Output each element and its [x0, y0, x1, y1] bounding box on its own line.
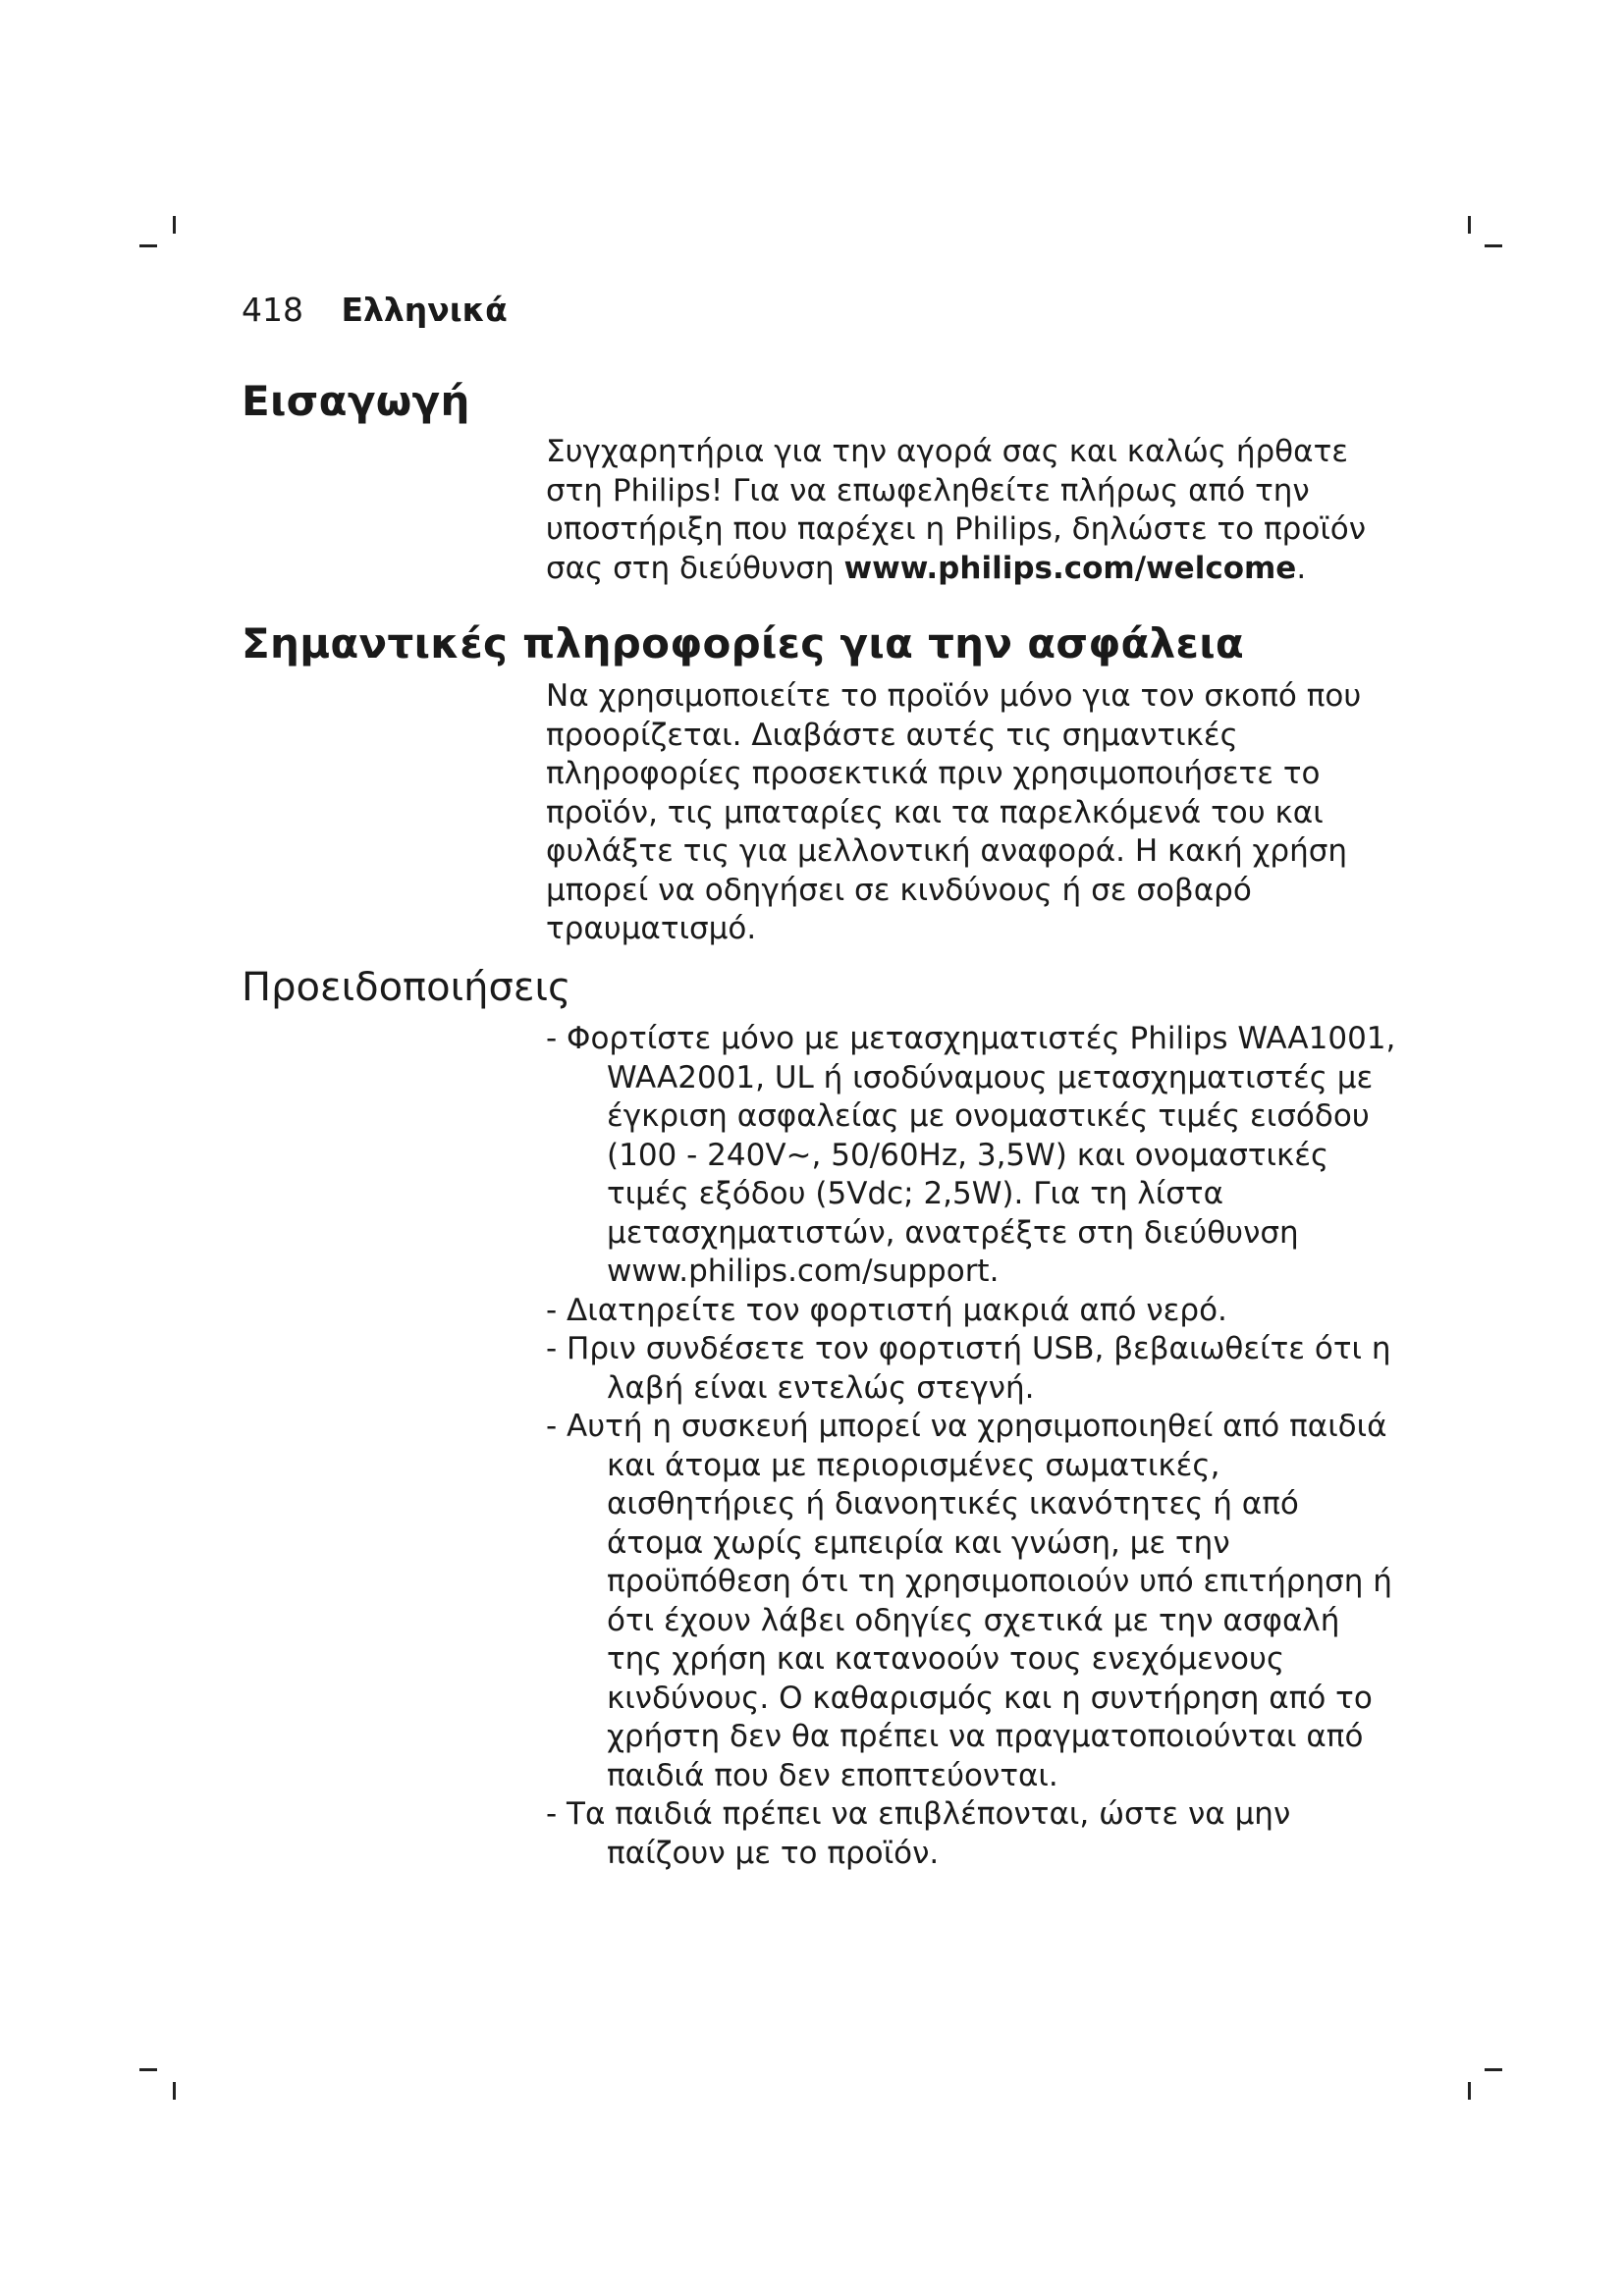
intro-text-end: . [1296, 550, 1307, 586]
crop-mark-top-right-h [1485, 244, 1502, 247]
warning-item: - Διατηρείτε τον φορτιστή μακριά από νερό. [546, 1292, 1227, 1328]
crop-mark-top-left-v [173, 216, 176, 234]
warning-item: - Αυτή η συσκευή μπορεί να χρησιμοποιηθεί από παιδιά και άτομα με περιορισμένες σωματικές, αισθητήριες ή διανοητικές ικανότητες ή από άτομα χωρίς εμπειρία και γνώση, με την προϋπόθεση ότι τη χρησιμοποιούν υπό επιτήρηση ή ότι έχουν λάβει οδηγίες σχετικά με την ασφαλή της χρήση και κατανοούν τους ενεχόμενους κινδύνους. Ο καθαρισμός και η συντήρηση από το χρήστη δεν θα πρέπει να πραγματοποιούνται από παιδιά που δεν εποπτεύονται. [546, 1409, 1392, 1793]
crop-mark-bottom-right-v [1468, 2082, 1471, 2100]
crop-mark-top-left-h [139, 244, 157, 247]
intro-text-start: Συγχαρητήρια για την αγορά σας και καλώς ήρθατε στη Philips! Για να επωφεληθείτε πλήρως από την υποστήριξη που παρέχει η Philips, δηλώστε το προϊόν σας στη διεύθυνση [546, 434, 1367, 586]
crop-mark-bottom-left-h [139, 2068, 157, 2071]
warnings-list [546, 1020, 1400, 1873]
page-header [242, 291, 508, 329]
intro-text [546, 433, 1400, 588]
language-label: Ελληνικά [341, 291, 508, 329]
safety-paragraph: Να χρησιμοποιείτε το προϊόν μόνο για τον σκοπό που προορίζεται. Διαβάστε αυτές τις σημαντικές πληροφορίες προσεκτικά πριν χρησιμοποιήσετε το προϊόν, τις μπαταρίες και τα παρελκόμενά του και φυλάξτε τις για μελλοντική αναφορά. Η κακή χρήση μπορεί να οδηγήσει σε κινδύνους ή σε σοβαρό τραυματισμό. [546, 678, 1362, 946]
crop-mark-bottom-left-v [173, 2082, 176, 2100]
crop-mark-bottom-right-h [1485, 2068, 1502, 2071]
intro-heading: Εισαγωγή [242, 377, 470, 425]
warnings-heading: Προειδοποιήσεις [242, 965, 571, 1010]
page-number: 418 [242, 291, 303, 329]
safety-heading: Σημαντικές πληροφορίες για την ασφάλεια [242, 619, 1245, 667]
warning-item: - Φορτίστε μόνο με μετασχηματιστές Philips WAA1001, WAA2001, UL ή ισοδύναμους μετασχηματιστές με έγκριση ασφαλείας με ονομαστικές τιμές εισόδου (100 - 240V~, 50/60Hz, 3,5W) και ονομαστικές τιμές εξόδου (5Vdc; 2,5W). Για τη λίστα μετασχηματιστών, ανατρέξτε στη διεύθυνση www.philips.com/support. [546, 1021, 1396, 1289]
warning-item: - Πριν συνδέσετε τον φορτιστή USB, βεβαιωθείτε ότι η λαβή είναι εντελώς στεγνή. [546, 1331, 1391, 1406]
warnings-list-container [546, 1020, 1400, 1873]
crop-mark-top-right-v [1468, 216, 1471, 234]
welcome-link[interactable]: www.philips.com/welcome [843, 550, 1297, 586]
safety-text [546, 677, 1400, 949]
warning-item: - Τα παιδιά πρέπει να επιβλέπονται, ώστε να μην παίζουν με το προϊόν. [546, 1796, 1291, 1871]
